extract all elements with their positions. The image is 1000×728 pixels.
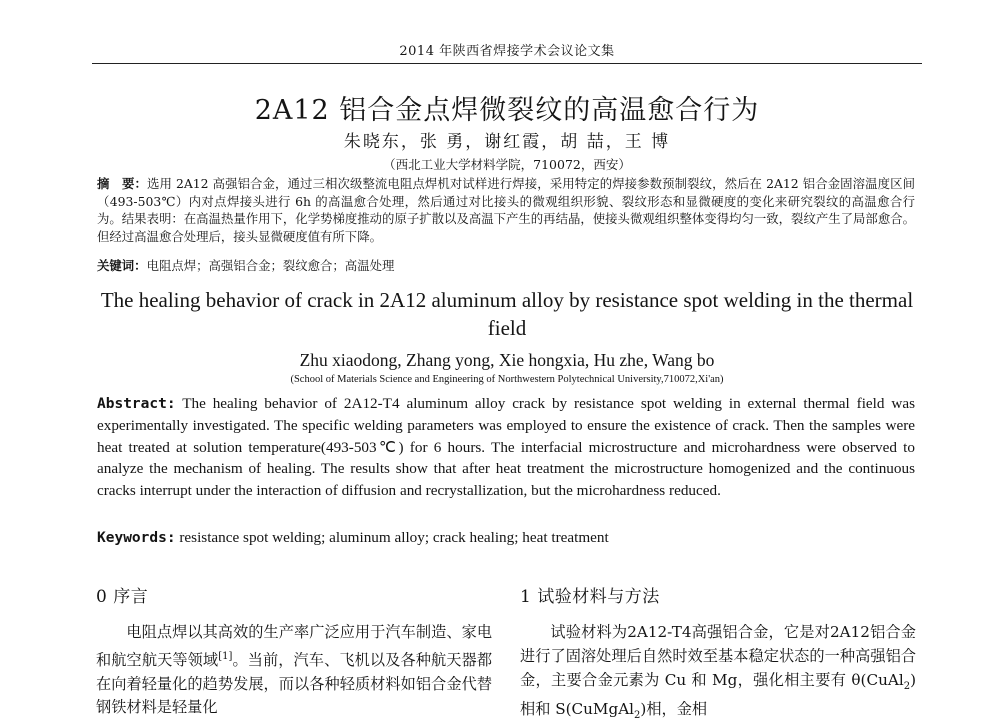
column-left [96, 582, 492, 720]
affiliation-english: (School of Materials Science and Engineering of Northwestern Polytechnical University,710072,Xi'an) [290, 374, 724, 385]
keywords-chinese [97, 257, 915, 275]
title-english: The healing behavior of crack in 2A12 aluminum alloy by resistance spot welding in the thermal field [100, 288, 914, 340]
citation-ref: [1] [218, 650, 233, 662]
keywords-english-text: resistance spot welding; aluminum alloy; crack healing; heat treatment [179, 529, 609, 546]
materials-text-part-a: 试验材料为2A12-T4高强铝合金，它是对2A12铝合金进行了固溶处理后自然时效至基本稳定状态的一种高强铝合金，主要合金元素为 Cu 和 Mg，强化相主要有 θ(CuAl [520, 623, 916, 689]
abstract-chinese-text: 选用 2A12 高强铝合金，通过三相次级整流电阻点焊机对试样进行焊接，采用特定的焊接参数预制裂纹，然后在 2A12 铝合金固溶温度区间（493-503℃）内对点焊接头进行 6h 的高温愈合处理，然后通过对比接头的微观组织形貌、裂纹形态和显微硬度的变化来研究裂纹的高温愈合行为。结果表明：在高温热量作用下，化学势梯度推动的原子扩散以及高温下产生的再结晶，使接头微观组织整体变得均匀一致，裂纹产生了局部愈合。但经过高温愈合处理后，接头显微硬度值有所下降。 [97, 176, 916, 244]
materials-text-part-b: ) 相和 S(CuMgAl [520, 670, 916, 719]
abstract-chinese-label: 摘 要： [97, 176, 147, 191]
intro-text-part-b: 。当前，汽车、飞机以及各种航天器都在向着轻量化的趋势发展，而以各种轻质材料如铝合金代替钢铁材料是轻量化 [96, 650, 493, 717]
affiliation-chinese: （西北工业大学材料学院，710072，西安） [383, 157, 631, 172]
authors-english: Zhu xiaodong, Zhang yong, Xie hongxia, Hu zhe, Wang bo [299, 350, 715, 370]
abstract-chinese [97, 175, 915, 245]
intro-text-part-a: 电阻点焊以其高效的生产率广泛应用于汽车制造、家电和航空航天等领域 [96, 623, 492, 669]
keywords-english-label: Keywords: [97, 530, 176, 546]
abstract-english-text: The healing behavior of 2A12-T4 aluminum alloy crack by resistance spot welding in external thermal field was experimentally investigated. The specific welding parameters was employed to ensure the existence of crack. Then the samples were heat treated at solution temperature(493-503℃) for 6 hours. The interfacial microstructure and microhardness were observed to analyze the mechanism of healing. The results show that after heat treatment the microstructure homogenized and the continuous cracks interrupt under the interaction of diffusion and recrystallization, but the microhardness reduced. [97, 395, 915, 499]
keywords-chinese-text: 电阻点焊；高强铝合金；裂纹愈合；高温处理 [146, 258, 395, 273]
section-body-materials [520, 621, 916, 728]
keywords-english [97, 527, 915, 549]
section-heading-materials: 1 试验材料与方法 [520, 587, 660, 607]
column-right [520, 582, 916, 728]
authors-chinese: 朱晓东，张 勇，谢红霞，胡 喆，王 博 [343, 132, 671, 152]
keywords-chinese-label: 关键词： [97, 258, 147, 273]
abstract-english-label: Abstract: [97, 396, 176, 412]
header-rule [92, 63, 922, 64]
materials-text-part-c: )相，金相 [640, 700, 708, 719]
subscript-b: 2 [634, 710, 641, 722]
section-body-introduction [96, 621, 492, 720]
running-header: 2014 年陕西省焊接学术会议论文集 [399, 44, 615, 59]
section-heading-introduction: 0 序言 [96, 587, 149, 607]
abstract-english [97, 393, 915, 501]
subscript-a: 2 [903, 680, 911, 692]
title-chinese: 2A12 铝合金点焊微裂纹的高温愈合行为 [254, 95, 760, 126]
